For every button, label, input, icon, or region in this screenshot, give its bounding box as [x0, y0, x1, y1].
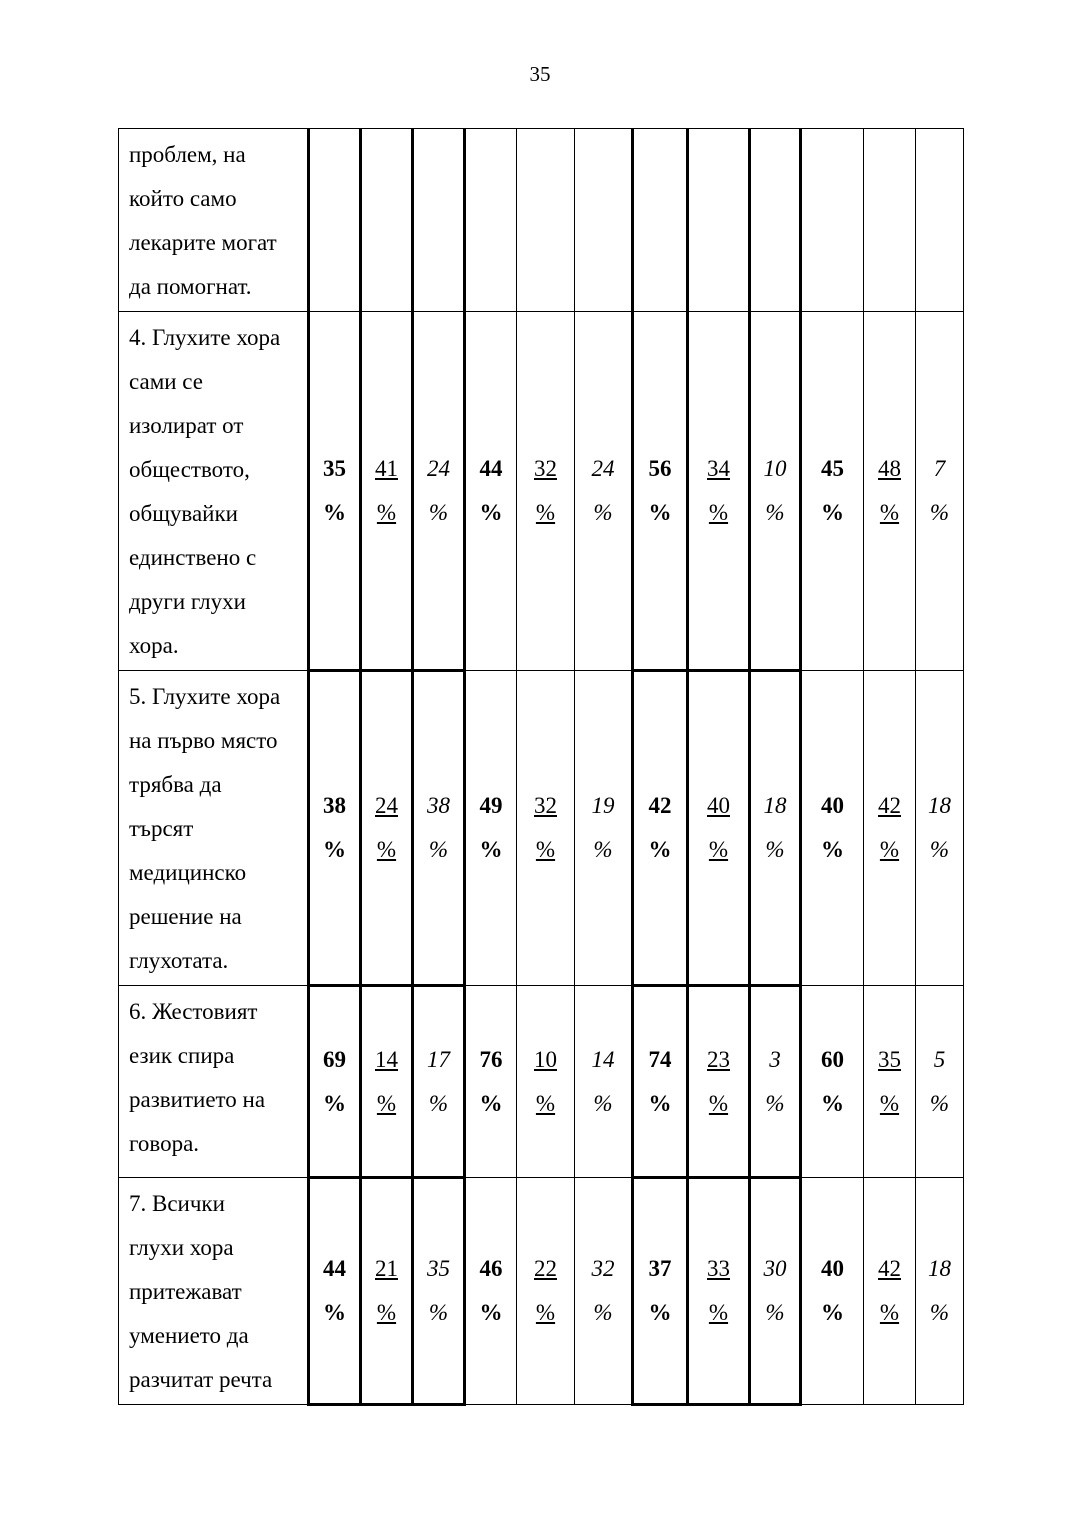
- percent-value: [821, 447, 844, 535]
- value-number: 76: [479, 1046, 503, 1072]
- statement-line: други глухи: [129, 589, 246, 614]
- percent-sign: %: [323, 1090, 346, 1116]
- value-number: 45: [821, 456, 844, 481]
- percent-sign: %: [479, 1300, 503, 1325]
- survey-table-body: [119, 129, 964, 1405]
- statement-line: който само: [129, 186, 237, 211]
- percent-sign: %: [535, 837, 556, 862]
- statement-cell: [119, 312, 309, 671]
- percent-value: [592, 447, 615, 535]
- percent-sign: %: [593, 1090, 613, 1116]
- value-cell: [750, 671, 801, 986]
- value-number: 7: [933, 456, 946, 481]
- percent-sign: %: [708, 1300, 729, 1325]
- statement-cell: [119, 986, 309, 1178]
- value-cell: [916, 1178, 964, 1405]
- value-number: 18: [763, 793, 787, 818]
- value-cell: [309, 1178, 361, 1405]
- value-cell: [633, 671, 688, 986]
- percent-value: [592, 784, 615, 872]
- percent-value: [480, 784, 503, 872]
- value-cell: [361, 986, 413, 1178]
- percent-value: [649, 1247, 672, 1335]
- percent-value: [323, 784, 346, 872]
- value-cell: [750, 312, 801, 671]
- percent-value: [930, 1038, 949, 1126]
- percent-sign: %: [879, 837, 900, 862]
- value-number: 10: [763, 455, 787, 481]
- value-number: 23: [707, 1046, 730, 1072]
- percent-value: [375, 1038, 398, 1126]
- percent-value: [707, 447, 730, 535]
- value-cell: [517, 671, 575, 986]
- table-row: [119, 129, 964, 312]
- value-cell: [575, 129, 633, 312]
- value-cell: [864, 1178, 916, 1405]
- value-number: 22: [534, 1256, 557, 1281]
- value-number: 74: [648, 1046, 672, 1072]
- percent-value: [592, 1247, 615, 1335]
- value-number: 48: [878, 456, 901, 481]
- value-cell: [916, 671, 964, 986]
- statement-line: сами се: [129, 369, 204, 394]
- statement-line: хора.: [129, 633, 179, 658]
- statement-line: разчитат речта: [129, 1367, 273, 1392]
- value-number: 19: [591, 793, 615, 818]
- value-number: 3: [769, 1046, 781, 1072]
- value-cell: [864, 986, 916, 1178]
- statement-line: лекарите могат: [129, 230, 277, 255]
- table-row: [119, 671, 964, 986]
- statement-line: говора.: [129, 1131, 200, 1156]
- percent-value: [764, 1247, 787, 1335]
- percent-sign: %: [821, 1300, 844, 1325]
- value-number: 24: [591, 456, 615, 481]
- statement-line: глухотата.: [129, 948, 229, 973]
- value-number: 35: [323, 455, 346, 481]
- percent-value: [765, 1038, 784, 1126]
- value-cell: [864, 312, 916, 671]
- percent-sign: %: [479, 837, 503, 862]
- value-cell: [633, 312, 688, 671]
- value-number: 24: [375, 793, 398, 818]
- percent-value: [480, 1247, 503, 1335]
- percent-value: [764, 784, 787, 872]
- statement-line: общувайки: [129, 501, 238, 526]
- value-cell: [575, 671, 633, 986]
- percent-sign: %: [376, 1300, 397, 1325]
- percent-sign: %: [929, 500, 950, 525]
- percent-value: [821, 1247, 844, 1335]
- percent-sign: %: [929, 1090, 950, 1116]
- percent-value: [427, 1038, 450, 1126]
- percent-value: [375, 447, 398, 535]
- percent-value: [323, 1038, 346, 1126]
- statement-line: 5. Глухите хора: [129, 684, 281, 709]
- percent-sign: %: [879, 1300, 900, 1325]
- value-cell: [575, 312, 633, 671]
- value-cell: [801, 312, 864, 671]
- statement-cell: [119, 129, 309, 312]
- value-cell: [688, 986, 750, 1178]
- percent-value: [323, 447, 346, 535]
- percent-sign: %: [376, 1090, 397, 1116]
- percent-value: [592, 1038, 615, 1126]
- percent-sign: %: [708, 499, 729, 525]
- table-row: [119, 1178, 964, 1405]
- statement-line: обществото,: [129, 457, 250, 482]
- statement-line: глухи хора: [129, 1235, 234, 1260]
- statement-line: трябва да: [129, 772, 222, 797]
- value-number: 32: [591, 1256, 615, 1281]
- value-cell: [309, 671, 361, 986]
- value-cell: [688, 129, 750, 312]
- value-number: 34: [707, 455, 730, 481]
- statement-line: изолират от: [129, 413, 244, 438]
- percent-value: [928, 784, 951, 872]
- percent-sign: %: [323, 1300, 346, 1325]
- value-cell: [633, 129, 688, 312]
- table-row: [119, 312, 964, 671]
- statement-line: език спира: [129, 1043, 235, 1068]
- value-number: 18: [928, 793, 951, 818]
- percent-sign: %: [428, 837, 449, 862]
- value-number: 17: [427, 1046, 450, 1072]
- statement-line: 6. Жестовият: [129, 999, 258, 1024]
- value-cell: [750, 1178, 801, 1405]
- percent-value: [878, 1038, 901, 1126]
- value-number: 38: [427, 793, 450, 818]
- percent-sign: %: [535, 500, 556, 525]
- percent-sign: %: [648, 1090, 672, 1116]
- value-number: 46: [479, 1256, 503, 1281]
- statement-cell: [119, 1178, 309, 1405]
- value-cell: [413, 671, 465, 986]
- percent-sign: %: [648, 837, 672, 862]
- value-cell: [517, 1178, 575, 1405]
- value-number: 69: [323, 1046, 346, 1072]
- percent-sign: %: [929, 837, 950, 862]
- statement-line: на първо място: [129, 728, 278, 753]
- value-cell: [361, 312, 413, 671]
- value-number: 18: [928, 1256, 951, 1281]
- percent-sign: %: [765, 1090, 785, 1116]
- value-cell: [361, 671, 413, 986]
- value-number: 44: [479, 456, 503, 481]
- percent-value: [534, 1247, 557, 1335]
- statement-line: медицинско: [129, 860, 247, 885]
- percent-value: [707, 784, 730, 872]
- page-number: 35: [529, 62, 551, 86]
- value-number: 33: [707, 1256, 730, 1281]
- value-cell: [517, 312, 575, 671]
- value-cell: [801, 129, 864, 312]
- percent-sign: %: [323, 499, 346, 525]
- percent-value: [534, 784, 557, 872]
- statement-line: да помогнат.: [129, 274, 252, 299]
- percent-sign: %: [821, 500, 844, 525]
- statement-line: умението да: [129, 1323, 249, 1348]
- percent-sign: %: [479, 500, 503, 525]
- percent-value: [764, 447, 787, 535]
- percent-value: [930, 447, 949, 535]
- percent-value: [427, 1247, 450, 1335]
- percent-value: [480, 1038, 503, 1126]
- percent-sign: %: [929, 1300, 950, 1325]
- value-cell: [916, 312, 964, 671]
- percent-sign: %: [648, 1300, 672, 1325]
- value-cell: [575, 1178, 633, 1405]
- value-number: 10: [534, 1046, 557, 1072]
- value-cell: [361, 1178, 413, 1405]
- statement-line: притежават: [129, 1279, 242, 1304]
- percent-sign: %: [428, 1300, 449, 1325]
- value-cell: [750, 986, 801, 1178]
- value-number: 24: [427, 455, 450, 481]
- value-number: 40: [821, 1256, 844, 1281]
- value-number: 14: [375, 1046, 398, 1072]
- statement-line: единствено с: [129, 545, 257, 570]
- percent-sign: %: [323, 837, 346, 862]
- value-cell: [465, 129, 517, 312]
- percent-value: [649, 1038, 672, 1126]
- statement-line: търсят: [129, 816, 194, 841]
- value-cell: [413, 1178, 465, 1405]
- value-number: 42: [648, 793, 672, 818]
- value-cell: [633, 1178, 688, 1405]
- value-number: 56: [648, 455, 672, 481]
- value-cell: [801, 1178, 864, 1405]
- percent-value: [323, 1247, 346, 1335]
- percent-sign: %: [428, 1090, 449, 1116]
- value-cell: [465, 1178, 517, 1405]
- statement-line: развитието на: [129, 1087, 266, 1112]
- value-number: 32: [534, 793, 557, 818]
- value-number: 44: [323, 1256, 346, 1281]
- value-cell: [916, 129, 964, 312]
- value-number: 42: [878, 793, 901, 818]
- value-cell: [575, 986, 633, 1178]
- value-number: 37: [648, 1256, 672, 1281]
- statement-line: проблем, на: [129, 142, 246, 167]
- statement-cell: [119, 671, 309, 986]
- value-cell: [688, 1178, 750, 1405]
- percent-sign: %: [593, 837, 613, 862]
- value-cell: [916, 986, 964, 1178]
- percent-sign: %: [535, 1090, 556, 1116]
- value-cell: [864, 671, 916, 986]
- value-cell: [633, 986, 688, 1178]
- percent-value: [707, 1247, 730, 1335]
- percent-value: [707, 1038, 730, 1126]
- percent-value: [878, 784, 901, 872]
- value-cell: [801, 671, 864, 986]
- value-cell: [801, 986, 864, 1178]
- percent-value: [821, 784, 844, 872]
- survey-table: [118, 128, 964, 1406]
- value-cell: [413, 986, 465, 1178]
- value-cell: [413, 129, 465, 312]
- statement-line: 7. Всички: [129, 1191, 225, 1216]
- statement-line: решение на: [129, 904, 242, 929]
- percent-sign: %: [708, 837, 729, 862]
- value-number: 60: [821, 1046, 844, 1072]
- value-cell: [361, 129, 413, 312]
- percent-sign: %: [479, 1090, 503, 1116]
- percent-value: [928, 1247, 951, 1335]
- value-cell: [465, 671, 517, 986]
- value-cell: [309, 129, 361, 312]
- value-cell: [864, 129, 916, 312]
- value-number: 41: [375, 455, 398, 481]
- value-cell: [309, 312, 361, 671]
- value-number: 38: [323, 793, 346, 818]
- percent-value: [821, 1038, 844, 1126]
- value-number: 49: [479, 793, 503, 818]
- value-number: 35: [878, 1046, 901, 1072]
- value-cell: [750, 129, 801, 312]
- value-number: 40: [821, 793, 844, 818]
- table-row: [119, 986, 964, 1178]
- value-number: 14: [591, 1046, 615, 1072]
- percent-value: [375, 784, 398, 872]
- value-cell: [517, 129, 575, 312]
- percent-value: [480, 447, 503, 535]
- percent-sign: %: [765, 499, 785, 525]
- percent-value: [878, 1247, 901, 1335]
- percent-value: [534, 447, 557, 535]
- value-number: 32: [534, 456, 557, 481]
- value-number: 40: [707, 793, 730, 818]
- percent-sign: %: [708, 1090, 729, 1116]
- percent-value: [427, 447, 450, 535]
- value-number: 35: [427, 1256, 450, 1281]
- value-cell: [465, 986, 517, 1178]
- percent-sign: %: [535, 1300, 556, 1325]
- percent-sign: %: [765, 1300, 785, 1325]
- value-cell: [517, 986, 575, 1178]
- percent-value: [878, 447, 901, 535]
- value-cell: [688, 671, 750, 986]
- percent-value: [427, 784, 450, 872]
- percent-value: [649, 447, 672, 535]
- percent-sign: %: [879, 1090, 900, 1116]
- percent-value: [375, 1247, 398, 1335]
- value-number: 42: [878, 1256, 901, 1281]
- percent-value: [534, 1038, 557, 1126]
- percent-sign: %: [376, 499, 397, 525]
- percent-sign: %: [593, 500, 613, 525]
- statement-line: 4. Глухите хора: [129, 325, 281, 350]
- value-cell: [688, 312, 750, 671]
- value-cell: [413, 312, 465, 671]
- percent-sign: %: [821, 1090, 844, 1116]
- value-number: 5: [933, 1046, 946, 1072]
- percent-sign: %: [879, 500, 900, 525]
- value-cell: [309, 986, 361, 1178]
- percent-sign: %: [648, 499, 672, 525]
- percent-sign: %: [821, 837, 844, 862]
- percent-value: [649, 784, 672, 872]
- value-cell: [465, 312, 517, 671]
- value-number: 30: [763, 1256, 787, 1281]
- percent-sign: %: [428, 499, 449, 525]
- value-number: 21: [375, 1256, 398, 1281]
- percent-sign: %: [376, 837, 397, 862]
- percent-sign: %: [765, 837, 785, 862]
- percent-sign: %: [593, 1300, 613, 1325]
